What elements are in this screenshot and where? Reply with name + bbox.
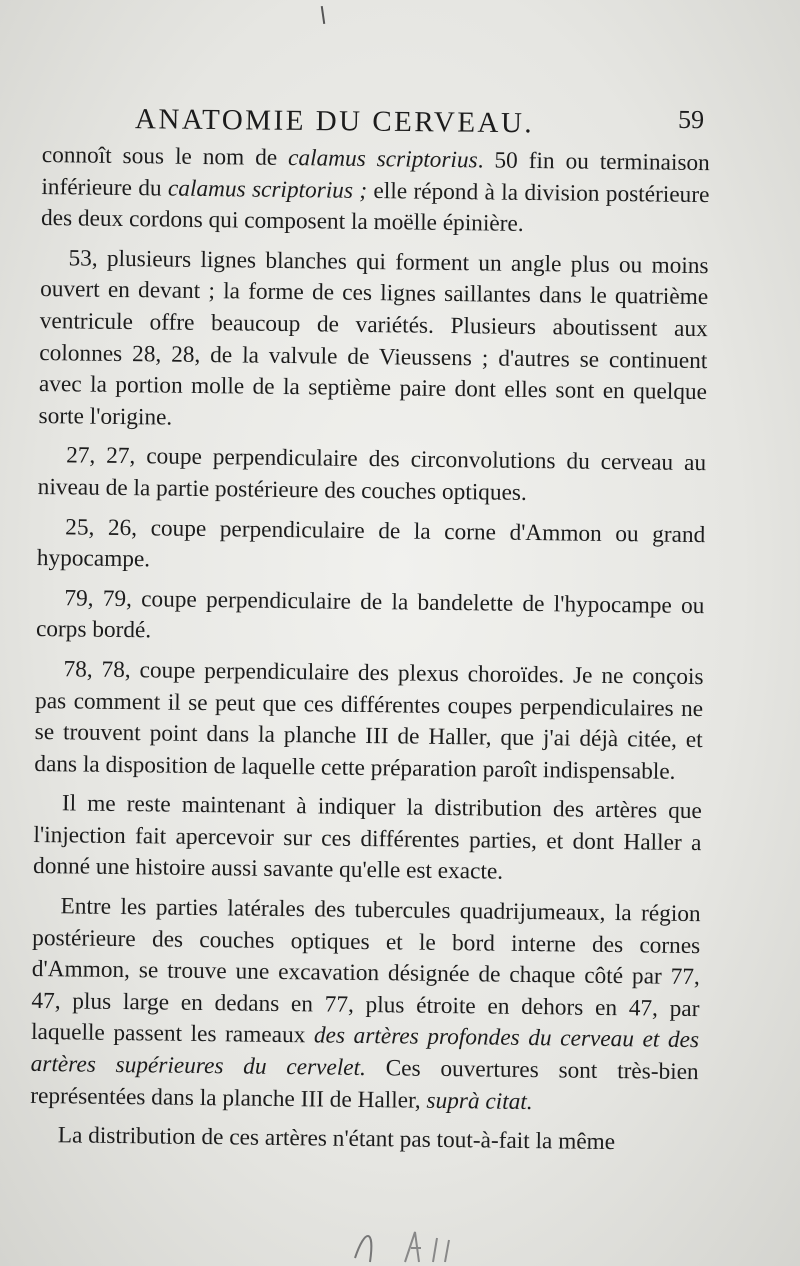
text-span: 25, 26, coupe perpendiculaire de la corne d'Ammon ou grand hypocampe.	[36, 513, 706, 573]
text-span: connoît sous le nom de	[41, 141, 289, 172]
page-number: 59	[677, 104, 705, 135]
italic-text: suprà citat.	[426, 1087, 533, 1115]
running-title: ANATOMIE DU CERVEAU.	[134, 103, 535, 140]
paragraph	[37, 512, 706, 583]
text-span: Ces ouvertures sont très-bien représentées dans la planche III de Haller,	[30, 1055, 699, 1114]
body-text	[30, 140, 710, 1168]
text-span: . 50 fin ou terminaison inférieure du	[41, 147, 710, 202]
paragraph	[36, 583, 705, 654]
text-span: 78, 78, coupe perpendiculaire des plexus choroïdes. Je ne conçois pas comment il se peut que ces différentes coupes perpendiculaires ne se trouvent point dans la planche III de Haller, que j'ai déjà citée, et dans la disposition de laquelle cette préparation paroît indispensable.	[34, 656, 704, 785]
text-span: Il me reste maintenant à indiquer la distribution des artères que l'injection fait apercevoir sur ces différentes parties, et dont Haller a donné une histoire aussi savante qu'elle est exacte.	[32, 790, 703, 886]
paragraph	[38, 440, 707, 511]
paragraph	[38, 243, 708, 441]
paragraph	[41, 140, 710, 243]
text-span: 27, 27, coupe perpendiculaire des circonvolutions du cerveau au niveau de la partie postérieure des couches optiques.	[37, 442, 707, 506]
paragraph	[30, 1120, 698, 1160]
text-span: Entre les parties latérales des tubercules quadrijumeaux, la région postérieure des couches optiques et le bord interne des cornes d'Ammon, se trouve une excavation désignée de chaque côté par 77, 47, plus large en dedans en 77, plus étroite en dehors en 47, par laquelle passent les rameaux	[30, 893, 701, 1049]
paragraph	[33, 788, 702, 891]
text-span: La distribution de ces artères n'étant pas tout-à-fait la même	[57, 1122, 616, 1156]
paragraph	[30, 891, 701, 1120]
text-span: 53, plusieurs lignes blanches qui forment un angle plus ou moins ouvert en devant ; la forme de ces lignes saillantes dans le quatrième ventricule offre beaucoup de variétés. Plusieurs aboutissent aux colonnes 28, 28, de la valvule de Vieussens ; d'autres se continuent avec la portion molle de la septième paire dont elles sont en quelque sorte l'origine.	[38, 245, 709, 431]
paragraph	[34, 654, 703, 789]
italic-text: calamus scriptorius ;	[167, 175, 368, 204]
text-span: 79, 79, coupe perpendiculaire de la bandelette de l'hypocampe ou corps bordé.	[35, 585, 705, 644]
margin-mark	[321, 6, 325, 24]
handwritten-mark	[345, 1218, 495, 1266]
italic-text: calamus scriptorius	[287, 145, 478, 174]
text-span: elle répond à la division postérieure des deux cordons qui composent la moëlle épinière.	[40, 177, 710, 238]
page-header	[80, 99, 730, 146]
italic-text: des artères profondes du cerveau et des artères supérieures du cervelet.	[30, 1022, 700, 1082]
